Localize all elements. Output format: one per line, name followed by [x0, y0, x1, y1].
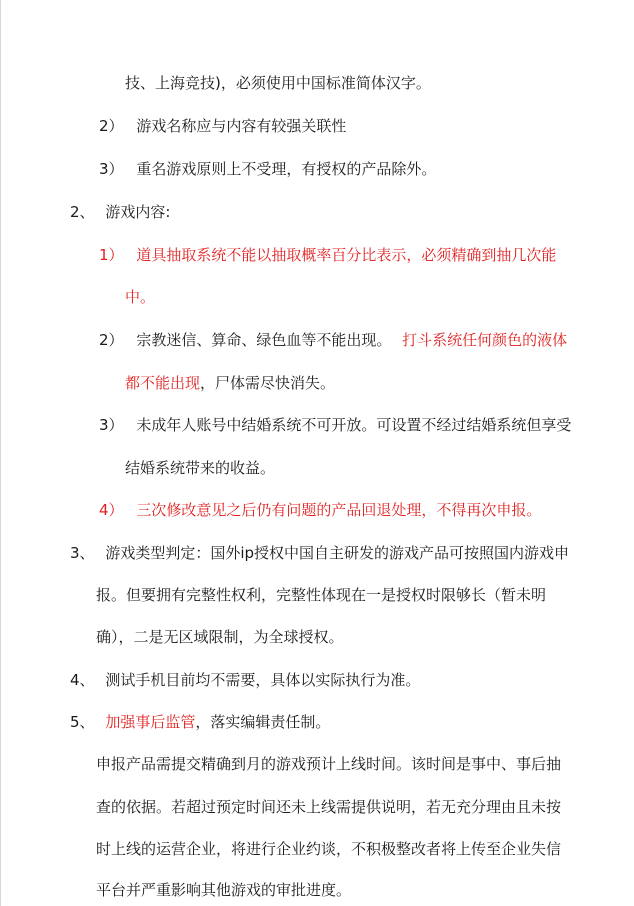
- section-4-heading: [70, 670, 420, 690]
- section-5-paragraph-line-2: [96, 797, 561, 817]
- section-number: 2、: [70, 203, 95, 221]
- item-number: 2）: [99, 117, 124, 135]
- rule-1-2-item: [99, 116, 346, 136]
- section-5-paragraph-line-1: [96, 754, 561, 774]
- line-text: 查的依据。若超过预定时间还未上线需提供说明，若无充分理由且未按: [96, 798, 562, 816]
- rule-2-3-continuation: [125, 458, 275, 478]
- rule-2-2-continuation: [125, 373, 335, 393]
- line-text: 报。但要拥有完整性权利，完整性体现在一是授权时限够长（暂未明: [96, 586, 547, 604]
- section-5-paragraph-line-4: [96, 880, 351, 900]
- section-number: 3、: [70, 544, 95, 562]
- section-5-heading: [70, 712, 330, 732]
- page-edge: [0, 0, 1, 906]
- line-text: 重名游戏原则上不受理，有授权的产品除外。: [136, 160, 437, 178]
- line-text: 游戏类型判定：国外ip授权中国自主研发的游戏产品可按照国内游戏申: [105, 544, 570, 562]
- rule-2-1-item: [99, 245, 556, 265]
- line-text: 中。: [125, 288, 156, 306]
- section-number: 5、: [70, 713, 95, 731]
- section-3-heading: [70, 543, 569, 563]
- rule-1-3-item: [99, 159, 436, 179]
- rule-2-1-continuation: [125, 287, 155, 307]
- highlighted-text: 都不能出现: [125, 374, 201, 392]
- rule-2-4-item: [99, 500, 541, 520]
- section-5-paragraph-line-3: [96, 839, 561, 859]
- line-text: 时上线的运营企业，将进行企业约谈，不积极整改者将上传至企业失信: [96, 840, 562, 858]
- line-text: 三次修改意见之后仍有问题的产品回退处理，不得再次申报。: [136, 501, 542, 519]
- line-text: ，尸体需尽快消失。: [200, 374, 336, 392]
- section-2-heading: [70, 202, 170, 222]
- line-text: 确），二是无区域限制，为全球授权。: [96, 628, 344, 646]
- section-3-continuation-1: [96, 585, 546, 605]
- line-text: 未成年人账号中结婚系统不可开放。可设置不经过结婚系统但享受: [136, 416, 572, 434]
- rule-2-3-item: [99, 415, 571, 435]
- item-number: 3）: [99, 416, 124, 434]
- line-text: 结婚系统带来的收益。: [125, 459, 276, 477]
- section-number: 4、: [70, 671, 95, 689]
- line-text: 申报产品需提交精确到月的游戏预计上线时间。该时间是事中、事后抽: [96, 755, 562, 773]
- highlighted-text: 打斗系统任何颜色的液体: [402, 331, 568, 349]
- highlighted-text: 加强事后监管: [105, 713, 196, 731]
- line-text: ，落实编辑责任制。: [195, 713, 331, 731]
- rule-1-2-continuation: [125, 73, 431, 93]
- item-number: 4）: [99, 501, 124, 519]
- line-text: 平台并严重影响其他游戏的审批进度。: [96, 881, 352, 899]
- item-number: 1）: [99, 246, 124, 264]
- line-text: 游戏内容:: [105, 203, 171, 221]
- item-number: 2）: [99, 331, 124, 349]
- line-text: 测试手机目前均不需要，具体以实际执行为准。: [105, 671, 421, 689]
- section-3-continuation-2: [96, 627, 344, 647]
- line-text: 技、上海竞技)，必须使用中国标准简体汉字。: [125, 74, 431, 92]
- line-text: 道具抽取系统不能以抽取概率百分比表示，必须精确到抽几次能: [136, 246, 557, 264]
- item-number: 3）: [99, 160, 124, 178]
- rule-2-2-item: [99, 330, 567, 350]
- line-text: 游戏名称应与内容有较强关联性: [136, 117, 347, 135]
- line-text: 宗教迷信、算命、绿色血等不能出现。: [136, 331, 392, 349]
